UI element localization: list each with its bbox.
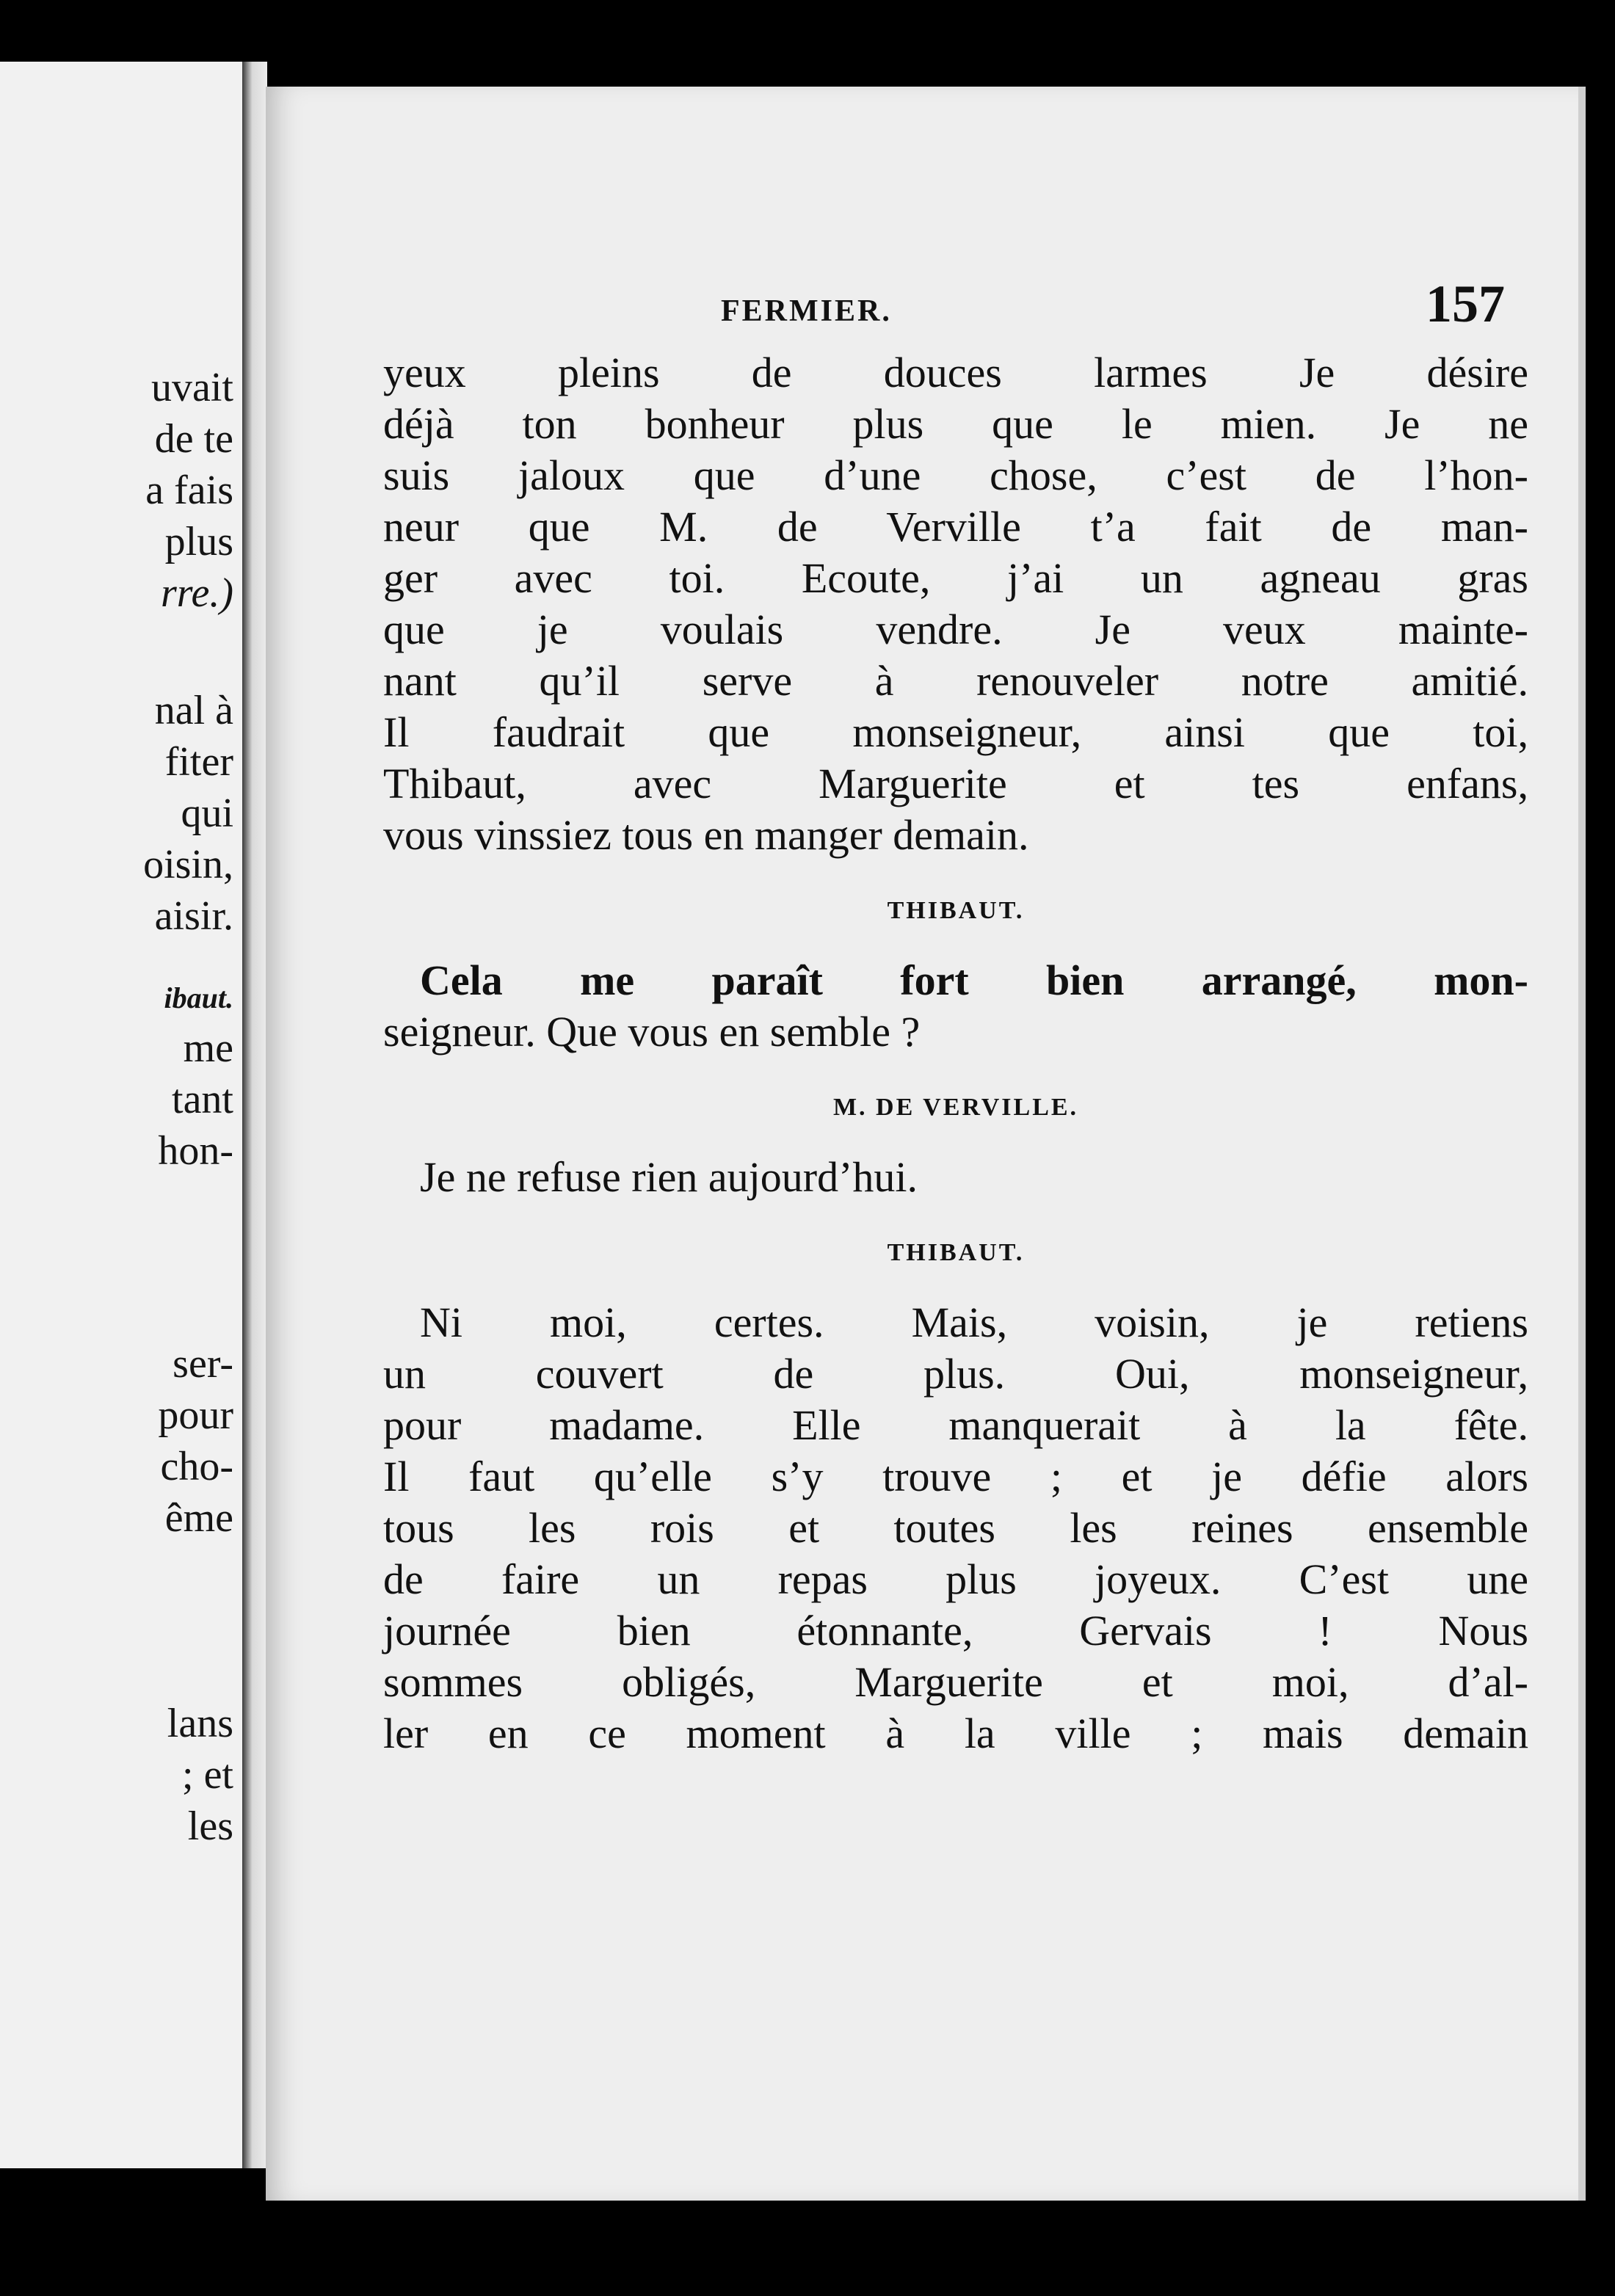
text-line: journée bien étonnante, Gervais ! Nous [383, 1607, 1528, 1654]
left-page-fragment: fiter [164, 739, 233, 785]
book-spine [242, 62, 267, 2168]
left-page-fragment: oisin, [143, 842, 233, 887]
left-page-fragment: cho- [160, 1444, 233, 1489]
text-line: Thibaut, avec Marguerite et tes enfans, [383, 760, 1528, 807]
text-line: que je voulais vendre. Je veux mainte- [383, 606, 1528, 653]
text-line: Je ne refuse rien aujourd’hui. [420, 1153, 918, 1201]
speaker-name: THIBAUT. [887, 897, 1025, 924]
text-line: Il faudrait que monseigneur, ainsi que toi, [383, 708, 1528, 756]
left-page-fragment: plus [164, 519, 233, 564]
left-page [0, 62, 247, 2168]
running-head: FERMIER. [721, 294, 892, 328]
right-page [266, 87, 1586, 2201]
left-page-fragment: aisir. [154, 893, 233, 939]
left-page-fragment: me [183, 1025, 233, 1071]
left-page-fragment: lans [167, 1701, 233, 1746]
speaker-name: M. DE VERVILLE. [832, 1094, 1079, 1121]
text-line: sommes obligés, Marguerite et moi, d’al- [383, 1658, 1528, 1706]
left-page-fragment: ibaut. [164, 981, 233, 1014]
left-page-fragment: ême [164, 1495, 233, 1541]
text-line: ger avec toi. Ecoute, j’ai un agneau gras [383, 554, 1528, 602]
left-page-fragment: qui [181, 791, 233, 836]
left-page-fragment: ; et [182, 1752, 233, 1798]
text-line: seigneur. Que vous en semble ? [383, 1008, 921, 1056]
text-line: Cela me paraît fort bien arrangé, mon- [420, 956, 1528, 1004]
text-line: Il faut qu’elle s’y trouve ; et je défie alors [383, 1453, 1528, 1500]
left-page-fragment: a fais [145, 468, 233, 513]
text-line: déjà ton bonheur plus que le mien. Je ne [383, 400, 1528, 448]
text-line: nant qu’il serve à renouveler notre amitié. [383, 657, 1528, 705]
speaker-name: THIBAUT. [887, 1239, 1025, 1266]
left-page-fragment: rre.) [160, 570, 233, 616]
text-line: suis jaloux que d’une chose, c’est de l’hon- [383, 451, 1528, 499]
text-line: tous les rois et toutes les reines ensemble [383, 1504, 1528, 1552]
left-page-fragment: pour [158, 1392, 233, 1438]
paragraph-1 [383, 347, 1528, 861]
left-page-fragment: ser- [173, 1341, 233, 1387]
paragraph-2 [383, 955, 1528, 1058]
left-page-fragment: hon- [158, 1128, 233, 1174]
text-line: de faire un repas plus joyeux. C’est une [383, 1555, 1528, 1603]
text-block [383, 347, 1528, 1759]
paragraph-4 [383, 1297, 1528, 1759]
left-page-fragment: uvait [151, 365, 233, 410]
left-page-fragment: les [187, 1803, 233, 1849]
page-number: 157 [1426, 275, 1505, 333]
text-line: neur que M. de Verville t’a fait de man- [383, 503, 1528, 551]
text-line: yeux pleins de douces larmes Je désire [383, 349, 1528, 396]
text-line: un couvert de plus. Oui, monseigneur, [383, 1350, 1528, 1398]
text-line: vous vinssiez tous en manger demain. [383, 811, 1029, 859]
paragraph-3 [383, 1152, 1528, 1203]
left-page-fragment: nal à [154, 688, 233, 733]
text-line: Ni moi, certes. Mais, voisin, je retiens [420, 1298, 1528, 1346]
text-line: ler en ce moment à la ville ; mais demain [383, 1710, 1528, 1757]
left-page-fragment: de te [154, 416, 233, 462]
text-line: pour madame. Elle manquerait à la fête. [383, 1401, 1528, 1449]
left-page-fragment: tant [172, 1077, 233, 1122]
